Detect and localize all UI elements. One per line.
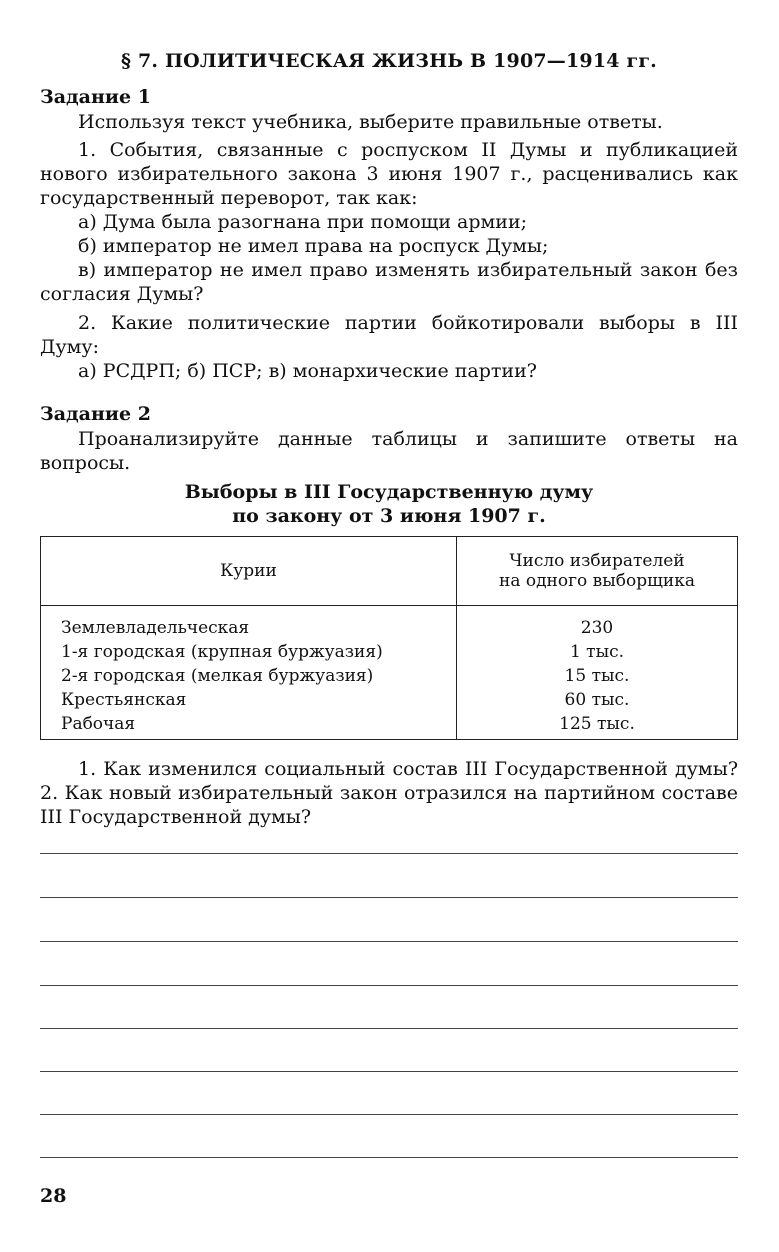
voter-counts-cell — [457, 606, 738, 740]
voter-count: 15 тыс. — [564, 666, 630, 686]
header-voters-line2: на одного выборщика — [498, 571, 696, 591]
task1-question2: 2. Какие политические партии бойкотировали выборы в III Думу: — [40, 312, 738, 358]
voter-count: 1 тыс. — [569, 642, 625, 662]
table-caption-line1: Выборы в III Государственную думу — [184, 481, 594, 503]
header-curia: Курии — [41, 537, 457, 606]
curia-table — [40, 536, 738, 740]
table-header-row — [41, 537, 738, 606]
task1-q1-option-b: б) император не имел права на роспуск Думы; — [78, 235, 549, 257]
task1-q1-option-a: а) Дума была разогнана при помощи армии; — [78, 211, 528, 233]
answer-line[interactable] — [40, 1028, 738, 1029]
curia-name: 1-я городская (крупная буржуазия) — [61, 642, 383, 662]
curia-name: Крестьянская — [61, 690, 187, 710]
task2-instruction: Проанализируйте данные таблицы и запишите ответы на вопросы. — [40, 428, 738, 474]
header-voters — [457, 537, 738, 606]
table-caption-line2: по закону от 3 июня 1907 г. — [232, 505, 546, 527]
task2-questions: 1. Как изменился социальный состав III Государственной думы? 2. Как новый избирательный закон отразился на партийном составе III Государственной думы? — [40, 758, 738, 828]
voter-count: 60 тыс. — [564, 690, 630, 710]
curia-name: 2-я городская (мелкая буржуазия) — [61, 666, 374, 686]
voter-count: 125 тыс. — [559, 714, 635, 734]
curia-name: Землевладельческая — [61, 618, 250, 638]
answer-line[interactable] — [40, 985, 738, 986]
task1-q1-option-c: в) император не имел право изменять избирательный закон без согласия Думы? — [40, 259, 738, 305]
header-voters-line1: Число избирателей — [509, 551, 685, 571]
task1-heading: Задание 1 — [40, 86, 151, 108]
table-body-row — [41, 606, 738, 740]
curia-names-cell — [41, 606, 457, 740]
section-title: § 7. ПОЛИТИЧЕСКАЯ ЖИЗНЬ В 1907—1914 гг. — [121, 50, 657, 72]
answer-line[interactable] — [40, 1071, 738, 1072]
answer-line[interactable] — [40, 853, 738, 854]
voter-count: 230 — [580, 618, 614, 638]
answer-line[interactable] — [40, 1114, 738, 1115]
answer-line[interactable] — [40, 941, 738, 942]
task1-question1: 1. События, связанные с роспуском II Думы и публикацией нового избирательного закона 3 июня 1907 г., расценивались как государственный переворот, так как: — [40, 139, 738, 209]
page-number: 28 — [40, 1185, 67, 1207]
task1-instruction: Используя текст учебника, выберите правильные ответы. — [78, 111, 663, 133]
task1-q2-options: а) РСДРП; б) ПСР; в) монархические партии? — [78, 360, 537, 382]
answer-line[interactable] — [40, 897, 738, 898]
curia-name: Рабочая — [61, 714, 136, 734]
answer-line[interactable] — [40, 1157, 738, 1158]
task2-heading: Задание 2 — [40, 403, 151, 425]
